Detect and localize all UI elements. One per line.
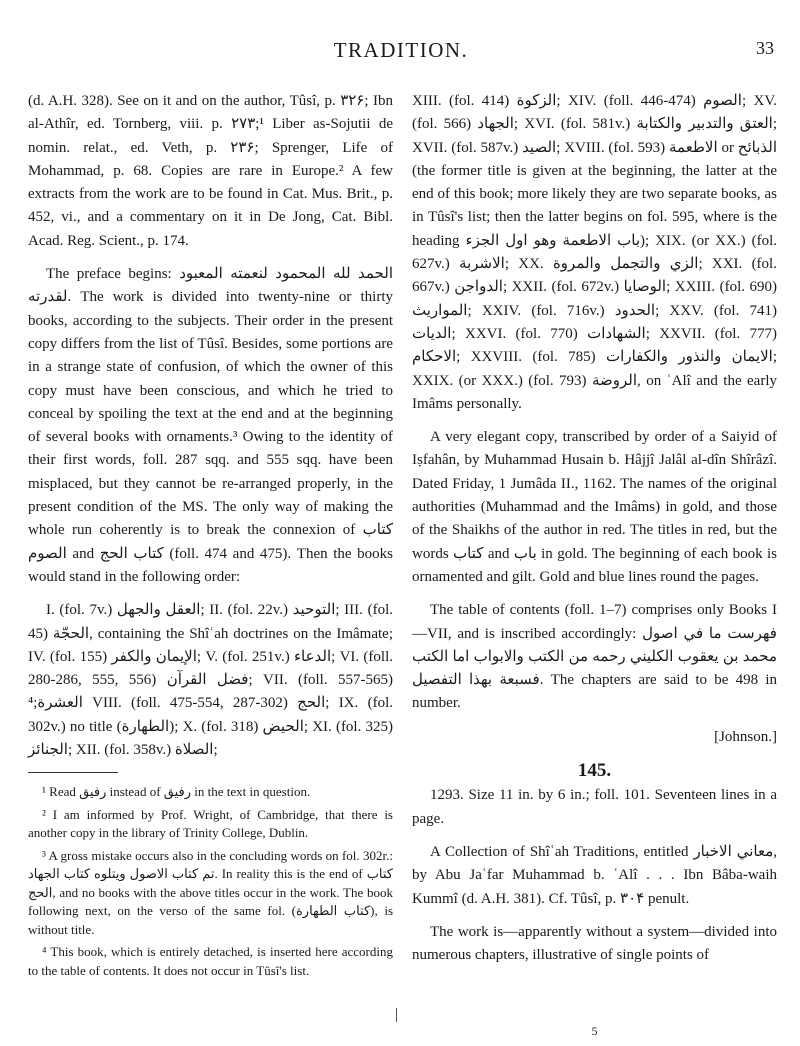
left-paragraph-3: I. (fol. 7v.) العقل والجهل; II. (fol. 22v.) التوحيد; III. (fol. 45) الحجّة, containing the Shîʿah doctrines on the Imâmate; IV. (fol. 155) الإيمان والكفر; V. (fol. 251v.) الدعاء; VI. (foll. 280-286, 555, 556) فضل القرآن; VII. (foll. 557-565) العشرة;⁴ VIII. (foll. 475-554, 287-302) الحج; IX. (fol. 302v.) no title (الطهارة); X. (fol. 318) الحيض; XI. (fol. 325) الجنائز; XII. (fol. 358v.) الصلاة; [28, 602, 394, 759]
signature-mark: 5 [591, 1024, 598, 1038]
right-column [412, 90, 777, 977]
running-title: TRADITION. [333, 38, 469, 62]
footnotes [28, 783, 393, 980]
right-paragraph-1: XIII. (fol. 414) الزكوة; XIV. (foll. 446-474) الصوم; XV. (fol. 566) الجهاد; XVI. (fol. 581v.) العتق والتدبير والكتابة; XVII. (fol. 587v.) الصيد; XVIII. (fol. 593) الاطعمة or الذبائح (the former title is given at the beginning, the latter at the end of this book; more likely they are two separate books, as in Tûsî's list; then the latter begins on fol. 595, where is the heading باب الاطعمة وهو اول الجزء); XIX. (or XX.) (fol. 627v.) الاشربة; XX. الزي والتجمل والمروة; XXI. (fol. 667v.) الدواجن; XXII. (fol. 672v.) الوصايا; XXIII. (fol. 690) المواريث; XXIV. (fol. 716v.) الحدود; XXV. (fol. 741) الديات; XXVI. (fol. 770) الشهادات; XXVII. (fol. 777) الاحكام; XXVIII. (fol. 785) الايمان والنذور والكفارات; XXIX. (or XXX.) (fol. 793) الروضة, on ʿAlî and the early Imâms personally. [412, 93, 778, 412]
left-paragraph-1: (d. A.H. 328). See on it and on the author, Tûsî, p. ۳۲۶; Ibn al-Athîr, ed. Tornberg, viii. p. ۲۷۳;¹ Liber as-Sojutii de nomin. relat., ed. Veth, p. ۲۳۶; Sprenger, Life of Mohammad, p. 68. Copies are rare in Europe.² A few extracts from the work are to be found in Cat. Mus. Brit., p. 452, vi., and a commentary on it in De Jong, Cat. Bibl. Acad. Reg. Scient., p. 174. [28, 93, 393, 249]
attribution: [Johnson.] [714, 728, 777, 745]
footnote-4: ⁴ This book, which is entirely detached, is inserted here according to the table of contents. It does not occur in Tûsî's list. [28, 944, 393, 978]
footnote-2: ² I am informed by Prof. Wright, of Cambridge, that there is another copy in the library of Trinity College, Dublin. [28, 806, 393, 841]
entry-number: 145. [577, 760, 612, 782]
footnote-3: ³ A gross mistake occurs also in the concluding words on fol. 302r.: تم كتاب الاصول ويتلوه كتاب الجهاد. In reality this is the end of كتاب الحج, and no books with the above titles occur in the work. The book following next, on the verso of the same fol. (كتاب الطهارة), is without title. [28, 847, 394, 937]
manuscript-description: 1293. Size 11 in. by 6 in.; foll. 101. Seventeen lines in a page. [412, 787, 777, 827]
column-divider [396, 1008, 397, 1022]
page-header [28, 30, 774, 60]
footnote-rule [28, 772, 118, 773]
work-description: A Collection of Shîʿah Traditions, entitled معاني الاخبار, by Abu Jaʿfar Muhammad b. ʿAlî . . . Ibn Bâba-waih Kummî (d. A.H. 381). Cf. Tûsî, p. ۳۰۴ penult. [412, 843, 777, 907]
right-paragraph-2: A very elegant copy, transcribed by order of a Saiyid of Iṣfahân, by Muhammad Husain b. Hâjjî Jalâl al-dîn Shîrâzî. Dated Friday, 1 Jumâda II., 1162. The names of the original authorities (Muhammad and the Imâms) in gold, and those of the Shaikhs of the author in red. The titles in red, but the words كتاب and باب in gold. The beginning of each book is ornamented and gilt. Gold and blue lines round the pages. [412, 429, 777, 585]
left-column [28, 90, 393, 984]
work-structure: The work is—apparently without a system—divided into numerous chapters, illustrative of single points of [412, 923, 777, 964]
footnote-1: ¹ Read رفيق instead of رفيق in the text in question. [42, 784, 311, 800]
right-paragraph-3: The table of contents (foll. 1–7) comprises only Books I—VII, and is inscribed accordingly: فهرست ما في اصول محمد بن يعقوب الكليني رحمه من الكتب والابواب اما الكتب فسبعة بهذا التفصيل. The chapters are said to be 498 in number. [412, 602, 777, 712]
left-paragraph-2: The preface begins: الحمد لله المحمود لنعمته المعبود لقدرته. The work is divided into twenty-nine or thirty books, according to the subjects. Their order in the present copy differs from the list of Tûsî. Besides, some portions are in a strange state of confusion, of which the owner of this copy must have been conscious, and which he tried to conceal by spoiling the text at the end and at the beginning of several books with ornaments.³ Owing to the identity of their first words, foll. 287 sqq. and 555 sqq. have been misplaced, but they cannot be re-arranged properly, in the present condition of the MS. The only way of making the whole run coherently is to break the connexion of كتاب الصوم and كتاب الحج (foll. 474 and 475). Then the books would stand in the following order: [28, 266, 393, 585]
page-number: 33 [756, 38, 774, 58]
